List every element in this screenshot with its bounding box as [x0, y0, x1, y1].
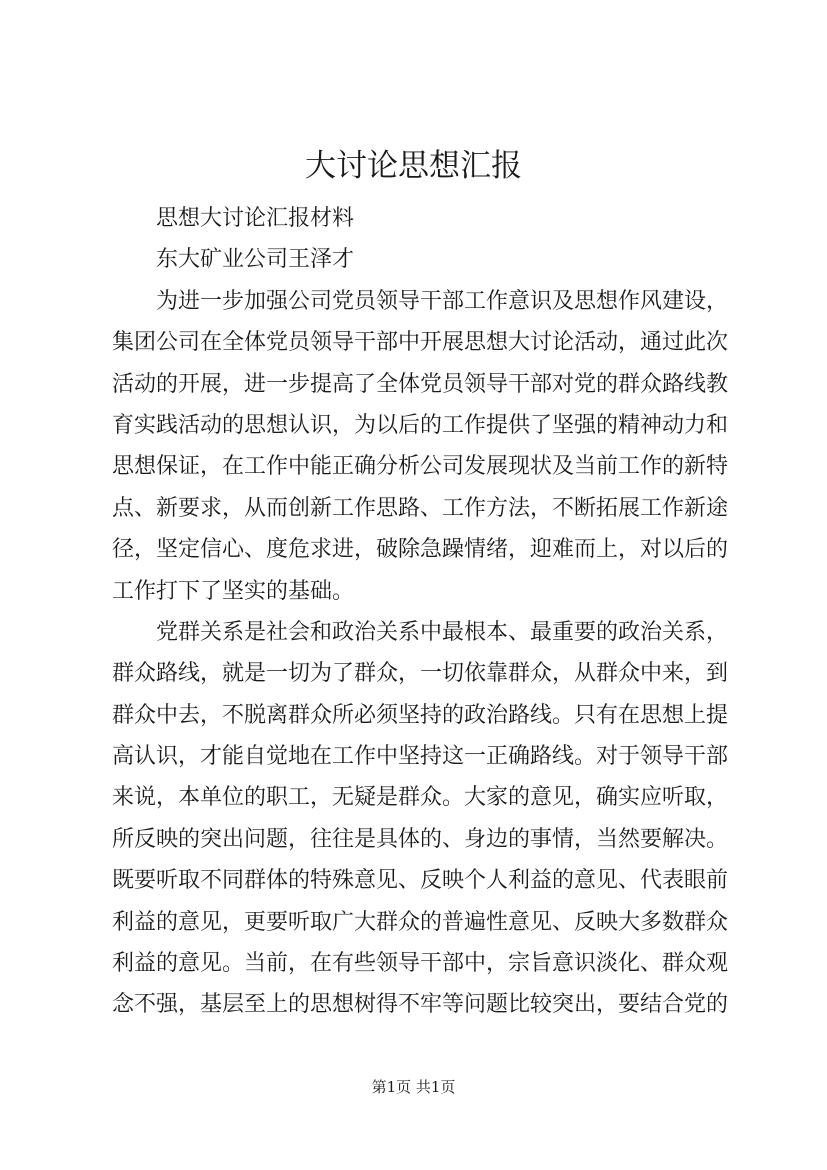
paragraph-line: 活动的开展，进一步提高了全体党员领导干部对党的群众路线教	[112, 371, 729, 397]
paragraph-line: 党群关系是社会和政治关系中最根本、最重要的政治关系，	[156, 619, 729, 645]
paragraph-line: 利益的意见。当前，在有些领导干部中，宗旨意识淡化、群众观	[112, 951, 729, 977]
paragraph-line: 工作打下了坚实的基础。	[112, 578, 355, 604]
paragraph-line: 点、新要求，从而创新工作思路、工作方法，不断拓展工作新途	[112, 495, 729, 521]
paragraph-line: 集团公司在全体党员领导干部中开展思想大讨论活动，通过此次	[112, 330, 729, 356]
paragraph-1	[112, 281, 729, 612]
paragraph-line: 利益的意见，更要听取广大群众的普遍性意见、反映大多数群众	[112, 909, 729, 935]
paragraph-line: 群众路线，就是一切为了群众，一切依靠群众，从群众中来，到	[112, 661, 729, 687]
paragraph-line: 径，坚定信心、度危求进，破除急躁情绪，迎难而上，对以后的	[112, 537, 729, 563]
document-subtitle: 思想大讨论汇报材料	[156, 206, 355, 231]
paragraph-line: 群众中去，不脱离群众所必须坚持的政治路线。只有在思想上提	[112, 702, 729, 728]
paragraph-line: 所反映的突出问题，往往是具体的、身边的事情，当然要解决。	[112, 826, 729, 852]
document-author: 东大矿业公司王泽才	[156, 247, 355, 273]
paragraph-line: 思想保证，在工作中能正确分析公司发展现状及当前工作的新特	[112, 454, 729, 480]
paragraph-line: 高认识，才能自觉地在工作中坚持这一正确路线。对于领导干部	[112, 744, 729, 770]
paragraph-line: 既要听取不同群体的特殊意见、反映个人利益的意见、代表眼前	[112, 868, 729, 894]
paragraph-2	[112, 612, 729, 1026]
document-title: 大讨论思想汇报	[305, 148, 522, 184]
page-number-footer: 第1页 共1页	[371, 1078, 456, 1096]
paragraph-line: 来说，本单位的职工，无疑是群众。大家的意见，确实应听取，	[112, 785, 729, 811]
paragraph-line: 为进一步加强公司党员领导干部工作意识及思想作风建设，	[156, 288, 729, 314]
paragraph-line: 育实践活动的思想认识，为以后的工作提供了坚强的精神动力和	[112, 412, 729, 438]
document-body	[112, 198, 729, 1026]
paragraph-line: 念不强，基层至上的思想树得不牢等问题比较突出，要结合党的	[112, 992, 729, 1018]
